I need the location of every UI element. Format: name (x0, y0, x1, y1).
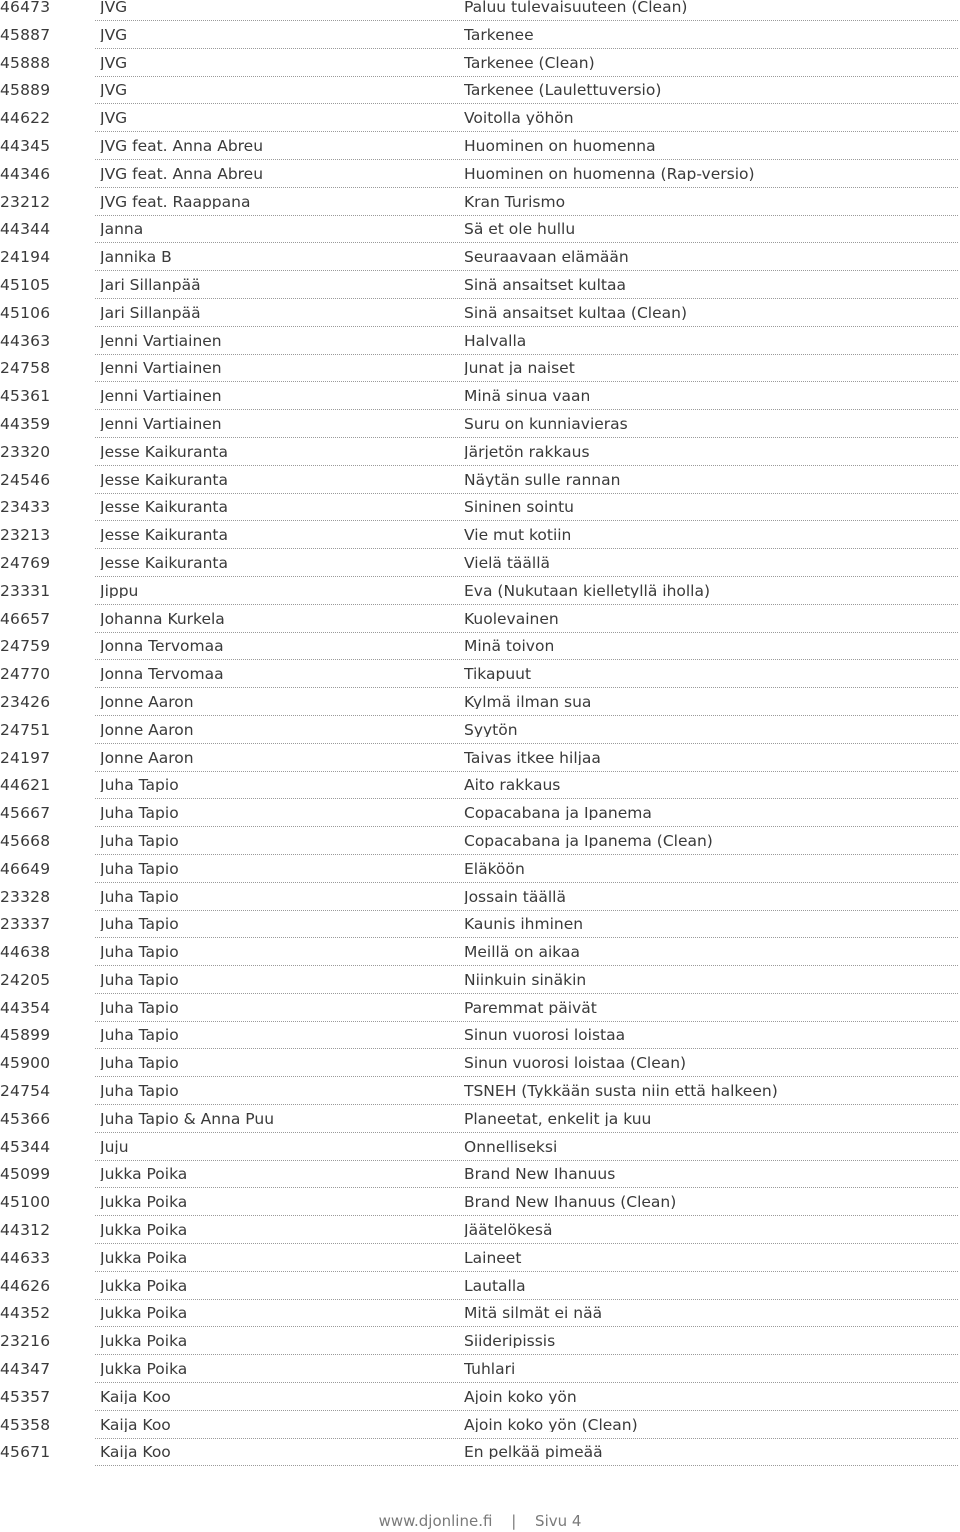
song-artist: Jukka Poika (100, 1167, 188, 1182)
song-artist: Jesse Kaikuranta (100, 555, 229, 570)
dotted-divider (95, 326, 958, 327)
song-number: 44347 (0, 1360, 51, 1379)
dotted-divider (95, 1438, 958, 1439)
song-title: Brand New Ihanuus (464, 1167, 616, 1182)
song-artist: JVG (100, 27, 128, 42)
table-row (0, 25, 960, 56)
song-artist: Juha Tapio (100, 1056, 179, 1071)
song-title: En pelkää pimeää (464, 1445, 603, 1460)
table-row (0, 748, 960, 779)
table-row (0, 389, 960, 417)
dotted-divider (95, 854, 958, 855)
song-number: 44352 (0, 1304, 51, 1323)
table-row (0, 222, 960, 250)
song-title: Tarkenee (Laulettuversio) (464, 83, 662, 98)
dotted-divider (95, 632, 958, 633)
song-number: 45366 (0, 1109, 51, 1128)
table-row (0, 970, 960, 1001)
dotted-divider (95, 48, 958, 49)
song-artist: JVG feat. Anna Abreu (100, 138, 264, 153)
table-row (0, 667, 960, 695)
table-row (0, 553, 960, 584)
song-number: 23328 (0, 887, 51, 906)
song-title: Kaunis ihminen (464, 917, 584, 932)
song-artist: Juha Tapio (100, 806, 179, 821)
song-title: Copacabana ja Ipanema (Clean) (464, 833, 713, 848)
dotted-divider (95, 1326, 958, 1327)
table-row (0, 1445, 960, 1473)
song-number: 23212 (0, 192, 51, 211)
dotted-divider (95, 187, 958, 188)
song-number: 44312 (0, 1221, 51, 1240)
dotted-divider (95, 465, 958, 466)
song-title: Syytön (464, 722, 518, 737)
song-title: Ajoin koko yön (Clean) (464, 1417, 638, 1432)
song-number: 45888 (0, 53, 51, 72)
song-number: 46657 (0, 609, 51, 628)
dotted-divider (95, 409, 958, 410)
dotted-divider (95, 1215, 958, 1216)
song-title: Jäätelökesä (464, 1223, 553, 1238)
song-artist: Jukka Poika (100, 1195, 188, 1210)
table-row (0, 442, 960, 473)
song-title: Kylmä ilman sua (464, 694, 592, 709)
dotted-divider (95, 715, 958, 716)
dotted-divider (95, 520, 958, 521)
song-number: 23337 (0, 915, 51, 934)
dotted-divider (95, 103, 958, 104)
song-title: Minä toivon (464, 639, 555, 654)
song-number: 44621 (0, 776, 51, 795)
table-row (0, 1415, 960, 1446)
song-title: Mitä silmät ei nää (464, 1306, 603, 1321)
song-artist: Jenni Vartiainen (100, 416, 222, 431)
song-artist: Jari Sillanpää (100, 277, 201, 292)
song-artist: Jesse Kaikuranta (100, 500, 229, 515)
dotted-divider (95, 1104, 958, 1105)
song-artist: JVG (100, 111, 128, 126)
song-artist: Jenni Vartiainen (100, 361, 222, 376)
song-title: Vie mut kotiin (464, 528, 572, 543)
song-title: Eva (Nukutaan kielletyllä iholla) (464, 583, 711, 598)
table-row (0, 1056, 960, 1084)
dotted-divider (95, 159, 958, 160)
table-row (0, 1387, 960, 1418)
song-artist: Jesse Kaikuranta (100, 444, 229, 459)
song-artist: JVG (100, 83, 128, 98)
table-row (0, 1276, 960, 1307)
song-artist: Jonne Aaron (100, 722, 194, 737)
table-row (0, 1334, 960, 1362)
table-row (0, 470, 960, 501)
song-number: 23426 (0, 692, 51, 711)
song-artist: Juju (100, 1139, 129, 1154)
song-number: 44626 (0, 1276, 51, 1295)
song-number: 45100 (0, 1193, 51, 1212)
song-title: Onnelliseksi (464, 1139, 558, 1154)
dotted-divider (95, 1299, 958, 1300)
dotted-divider (95, 1465, 958, 1466)
song-artist: Jonne Aaron (100, 750, 194, 765)
table-row (0, 831, 960, 862)
song-artist: Jukka Poika (100, 1250, 188, 1265)
song-artist: Jesse Kaikuranta (100, 528, 229, 543)
dotted-divider (95, 1076, 958, 1077)
song-number: 24194 (0, 248, 51, 267)
dotted-divider (95, 576, 958, 577)
song-artist: Jannika B (100, 250, 172, 265)
song-artist: Jonna Tervomaa (100, 639, 224, 654)
song-artist: JVG feat. Raappana (100, 194, 251, 209)
song-number: 46649 (0, 859, 51, 878)
table-row (0, 1195, 960, 1223)
song-number: 44638 (0, 943, 51, 962)
dotted-divider (95, 493, 958, 494)
song-title: Tarkenee (464, 27, 534, 42)
table-row (0, 806, 960, 834)
song-artist: Kaija Koo (100, 1389, 171, 1404)
song-artist: Jukka Poika (100, 1223, 188, 1238)
song-number: 45671 (0, 1443, 51, 1462)
song-number: 45361 (0, 387, 51, 406)
song-artist: JVG (100, 55, 128, 70)
song-artist: Jari Sillanpää (100, 305, 201, 320)
song-number: 44633 (0, 1248, 51, 1267)
song-title: Taivas itkee hiljaa (464, 750, 601, 765)
table-row (0, 859, 960, 890)
dotted-divider (95, 882, 958, 883)
song-title: Lautalla (464, 1278, 526, 1293)
table-row (0, 1248, 960, 1279)
table-row (0, 1167, 960, 1195)
song-artist: Jukka Poika (100, 1278, 188, 1293)
footer-site-link[interactable]: www.djonline.fi (378, 1512, 493, 1530)
song-title: Sinä ansaitset kultaa (Clean) (464, 305, 688, 320)
song-title: Kran Turismo (464, 194, 566, 209)
song-title: Sinun vuorosi loistaa (Clean) (464, 1056, 687, 1071)
song-artist: Juha Tapio (100, 1084, 179, 1099)
song-artist: Johanna Kurkela (100, 611, 225, 626)
song-number: 45344 (0, 1137, 51, 1156)
song-number: 45358 (0, 1415, 51, 1434)
table-row (0, 275, 960, 306)
song-artist: Jenni Vartiainen (100, 389, 222, 404)
dotted-divider (95, 1354, 958, 1355)
dotted-divider (95, 437, 958, 438)
song-title: Sä et ole hullu (464, 222, 576, 237)
table-row (0, 111, 960, 139)
table-row (0, 1137, 960, 1168)
table-row (0, 887, 960, 918)
song-number: 24754 (0, 1082, 51, 1101)
song-number: 44359 (0, 414, 51, 433)
table-row (0, 361, 960, 389)
song-number: 44345 (0, 136, 51, 155)
dotted-divider (95, 771, 958, 772)
song-title: Kuolevainen (464, 611, 559, 626)
song-number: 24770 (0, 665, 51, 684)
song-title: Huominen on huomenna (464, 138, 656, 153)
dotted-divider (95, 659, 958, 660)
song-artist: Juha Tapio (100, 1000, 179, 1015)
footer-page-number: Sivu 4 (535, 1512, 582, 1530)
table-row (0, 0, 960, 28)
song-artist: JVG (100, 0, 128, 14)
song-title: Aito rakkaus (464, 778, 561, 793)
song-artist: Juha Tapio (100, 861, 179, 876)
song-title: Junat ja naiset (464, 361, 575, 376)
song-number: 45105 (0, 275, 51, 294)
song-number: 45889 (0, 81, 51, 100)
song-number: 45099 (0, 1165, 51, 1184)
song-artist: Juha Tapio (100, 833, 179, 848)
song-title: Eläköön (464, 861, 525, 876)
dotted-divider (95, 687, 958, 688)
dotted-divider (95, 1048, 958, 1049)
song-title: Vielä täällä (464, 555, 551, 570)
dotted-divider (95, 604, 958, 605)
table-row (0, 136, 960, 167)
song-title: Paremmat päivät (464, 1000, 597, 1015)
table-row (0, 83, 960, 111)
table-row (0, 1362, 960, 1390)
song-number: 24546 (0, 470, 51, 489)
table-row (0, 639, 960, 667)
song-number: 24197 (0, 748, 51, 767)
song-number: 45900 (0, 1054, 51, 1073)
song-title: Minä sinua vaan (464, 389, 591, 404)
song-title: Meillä on aikaa (464, 945, 580, 960)
table-row (0, 528, 960, 556)
song-title: Paluu tulevaisuuteen (Clean) (464, 0, 688, 14)
song-title: Voitolla yöhön (464, 111, 574, 126)
song-artist: Juha Tapio (100, 917, 179, 932)
dotted-divider (95, 1132, 958, 1133)
dotted-divider (95, 298, 958, 299)
table-row (0, 778, 960, 806)
song-artist: Jukka Poika (100, 1334, 188, 1349)
song-title: Huominen on huomenna (Rap-versio) (464, 166, 755, 181)
footer-separator: | (511, 1512, 517, 1530)
dotted-divider (95, 381, 958, 382)
song-number: 23331 (0, 581, 51, 600)
song-title: Planeetat, enkelit ja kuu (464, 1111, 652, 1126)
dotted-divider (95, 965, 958, 966)
table-row (0, 998, 960, 1029)
table-row (0, 945, 960, 973)
dotted-divider (95, 743, 958, 744)
song-title: Sinun vuorosi loistaa (464, 1028, 626, 1043)
dotted-divider (95, 798, 958, 799)
dotted-divider (95, 1382, 958, 1383)
table-row (0, 331, 960, 362)
page-footer (0, 1512, 960, 1530)
song-artist: Jenni Vartiainen (100, 333, 222, 348)
song-artist: Juha Tapio (100, 945, 179, 960)
song-title: Tuhlari (464, 1362, 516, 1377)
dotted-divider (95, 910, 958, 911)
song-title: Sininen sointu (464, 500, 574, 515)
song-number: 24205 (0, 970, 51, 989)
song-title: Halvalla (464, 333, 527, 348)
song-artist: JVG feat. Anna Abreu (100, 166, 264, 181)
song-artist: Juha Tapio (100, 889, 179, 904)
song-number: 45667 (0, 804, 51, 823)
table-row (0, 500, 960, 528)
song-title: Ajoin koko yön (464, 1389, 577, 1404)
song-artist: Jukka Poika (100, 1306, 188, 1321)
song-artist: Juha Tapio (100, 972, 179, 987)
song-title: Järjetön rakkaus (464, 444, 590, 459)
dotted-divider (95, 826, 958, 827)
song-title: Suru on kunniavieras (464, 416, 628, 431)
table-row (0, 1223, 960, 1251)
song-title: Brand New Ihanuus (Clean) (464, 1195, 677, 1210)
dotted-divider (95, 1187, 958, 1188)
table-row (0, 164, 960, 195)
song-title: TSNEH (Tykkään susta niin että halkeen) (464, 1084, 778, 1099)
song-number: 44354 (0, 998, 51, 1017)
song-number: 23213 (0, 526, 51, 545)
song-number: 23216 (0, 1332, 51, 1351)
song-number: 23433 (0, 498, 51, 517)
song-title: Copacabana ja Ipanema (464, 806, 652, 821)
table-row (0, 917, 960, 945)
dotted-divider (95, 993, 958, 994)
table-row (0, 1306, 960, 1334)
song-title: Laineet (464, 1250, 522, 1265)
dotted-divider (95, 1021, 958, 1022)
song-title: Tikapuut (464, 667, 532, 682)
song-number: 24751 (0, 720, 51, 739)
dotted-divider (95, 215, 958, 216)
table-row (0, 1109, 960, 1140)
song-artist: Jonna Tervomaa (100, 667, 224, 682)
song-number: 23320 (0, 442, 51, 461)
dotted-divider (95, 270, 958, 271)
song-title: Seuraavaan elämään (464, 250, 629, 265)
song-number: 44363 (0, 331, 51, 350)
table-row (0, 609, 960, 640)
dotted-divider (95, 937, 958, 938)
table-row (0, 581, 960, 612)
song-artist: Jesse Kaikuranta (100, 472, 229, 487)
table-row (0, 303, 960, 334)
song-title: Jossain täällä (464, 889, 566, 904)
song-number: 45668 (0, 831, 51, 850)
table-row (0, 720, 960, 751)
dotted-divider (95, 1160, 958, 1161)
song-number: 24758 (0, 359, 51, 378)
song-number: 44344 (0, 220, 51, 239)
song-artist: Jonne Aaron (100, 694, 194, 709)
dotted-divider (95, 242, 958, 243)
song-number: 46473 (0, 0, 51, 16)
table-row (0, 250, 960, 278)
song-number: 45899 (0, 1026, 51, 1045)
song-number: 44622 (0, 109, 51, 128)
song-number: 45106 (0, 303, 51, 322)
table-row (0, 1028, 960, 1056)
song-artist: Juha Tapio (100, 778, 179, 793)
dotted-divider (95, 76, 958, 77)
dotted-divider (95, 548, 958, 549)
table-row (0, 53, 960, 84)
song-number: 24759 (0, 637, 51, 656)
table-row (0, 192, 960, 223)
dotted-divider (95, 1271, 958, 1272)
song-number: 45357 (0, 1387, 51, 1406)
dotted-divider (95, 1410, 958, 1411)
song-artist: Janna (100, 222, 144, 237)
song-artist: Kaija Koo (100, 1445, 171, 1460)
dotted-divider (95, 354, 958, 355)
song-title: Niinkuin sinäkin (464, 972, 587, 987)
song-title: Sinä ansaitset kultaa (464, 277, 626, 292)
song-artist: Juha Tapio & Anna Puu (100, 1111, 275, 1126)
song-artist: Jukka Poika (100, 1362, 188, 1377)
song-number: 24769 (0, 553, 51, 572)
dotted-divider (95, 20, 958, 21)
song-artist: Juha Tapio (100, 1028, 179, 1043)
song-artist: Jippu (100, 583, 139, 598)
dotted-divider (95, 131, 958, 132)
table-row (0, 1084, 960, 1112)
table-row (0, 414, 960, 445)
song-title: Näytän sulle rannan (464, 472, 621, 487)
song-title: Siideripissis (464, 1334, 556, 1349)
song-number: 44346 (0, 164, 51, 183)
dotted-divider (95, 1243, 958, 1244)
song-number: 45887 (0, 25, 51, 44)
song-artist: Kaija Koo (100, 1417, 171, 1432)
song-title: Tarkenee (Clean) (464, 55, 595, 70)
table-row (0, 692, 960, 723)
